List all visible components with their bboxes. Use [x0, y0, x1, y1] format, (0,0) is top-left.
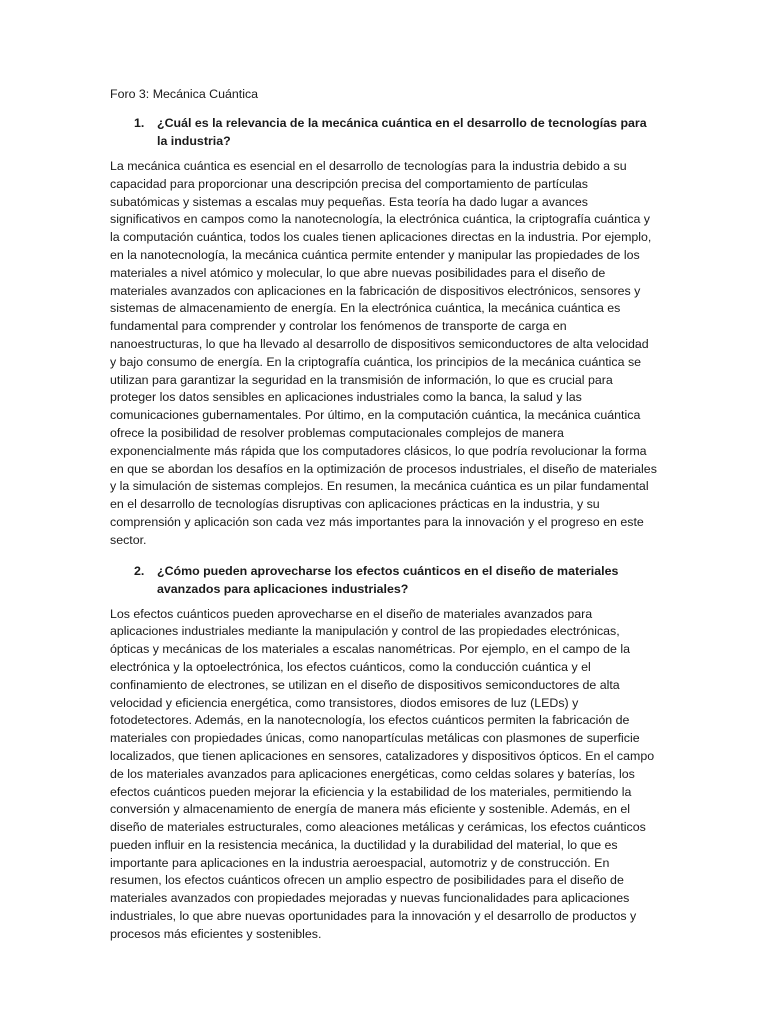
document-page: [110, 86, 658, 956]
question-1-text: ¿Cuál es la relevancia de la mecánica cuántica en el desarrollo de tecnologías para la industria?: [157, 116, 647, 148]
answer-2-paragraph: Los efectos cuánticos pueden aprovecharse en el diseño de materiales avanzados para aplicaciones industriales mediante la manipulación y control de las propiedades electrónicas, ópticas y mecánicas de los materiales a escalas nanométricas. Por ejemplo, en el campo de la electrónica y la optoelectrónica, los efectos cuánticos, como la conducción cuántica y el confinamiento de electrones, se utilizan en el diseño de dispositivos semiconductores de alta velocidad y eficiencia energética, como transistores, diodos emisores de luz (LEDs) y fotodetectores. Además, en la nanotecnología, los efectos cuánticos permiten la fabricación de materiales con propiedades únicas, como nanopartículas metálicas con plasmones de superficie localizados, que tienen aplicaciones en sensores, catalizadores y dispositivos ópticos. En el campo de los materiales avanzados para aplicaciones energéticas, como celdas solares y baterías, los efectos cuánticos pueden mejorar la eficiencia y la estabilidad de los materiales, permitiendo la conversión y almacenamiento de energía de manera más eficiente y sostenible. Además, en el diseño de materiales estructurales, como aleaciones metálicas y cerámicas, los efectos cuánticos pueden influir en la resistencia mecánica, la ductilidad y la durabilidad del material, lo que es importante para aplicaciones en la industria aeroespacial, automotriz y de construcción. En resumen, los efectos cuánticos ofrecen un amplio espectro de posibilidades para el diseño de materiales avanzados con propiedades mejoradas y nuevas funcionalidades para aplicaciones industriales, lo que abre nuevas oportunidades para la innovación y el desarrollo de productos y procesos más eficientes y sostenibles.: [110, 606, 655, 941]
question-2: [110, 562, 658, 598]
question-1-number: 1.: [134, 116, 145, 130]
answer-1-paragraph: La mecánica cuántica es esencial en el desarrollo de tecnologías para la industria debido a su capacidad para proporcionar una descripción precisa del comportamiento de partículas subatómicas y sistemas a escalas muy pequeñas. Esta teoría ha dado lugar a avances significativos en campos como la nanotecnología, la electrónica cuántica, la criptografía cuántica y la computación cuántica, todos los cuales tienen aplicaciones directas en la industria. Por ejemplo, en la nanotecnología, la mecánica cuántica permite entender y manipular las propiedades de los materiales a nivel atómico y molecular, lo que abre nuevas posibilidades para el diseño de materiales avanzados con aplicaciones en la fabricación de dispositivos electrónicos, sensores y sistemas de almacenamiento de energía. En la electrónica cuántica, la mecánica cuántica es fundamental para comprender y controlar los fenómenos de transporte de carga en nanoestructuras, lo que ha llevado al desarrollo de dispositivos semiconductores de alta velocidad y bajo consumo de energía. En la criptografía cuántica, los principios de la mecánica cuántica se utilizan para garantizar la seguridad en la transmisión de información, lo que es crucial para proteger los datos sensibles en aplicaciones industriales como la banca, la salud y las comunicaciones gubernamentales. Por último, en la computación cuántica, la mecánica cuántica ofrece la posibilidad de resolver problemas computacionales complejos de manera exponencialmente más rápida que los computadores clásicos, lo que podría revolucionar la forma en que se abordan los desafíos en la optimización de procesos industriales, el diseño de materiales y la simulación de sistemas complejos. En resumen, la mecánica cuántica es un pilar fundamental en el desarrollo de tecnologías disruptivas con aplicaciones prácticas en la industria, y su comprensión y aplicación son cada vez más importantes para la innovación y el progreso en este sector.: [110, 159, 657, 547]
question-1: [110, 114, 658, 150]
document-title: Foro 3: Mecánica Cuántica: [110, 87, 259, 101]
question-2-text: ¿Cómo pueden aprovecharse los efectos cuánticos en el diseño de materiales avanzados para aplicaciones industriales?: [157, 563, 619, 596]
question-2-number: 2.: [134, 563, 145, 578]
